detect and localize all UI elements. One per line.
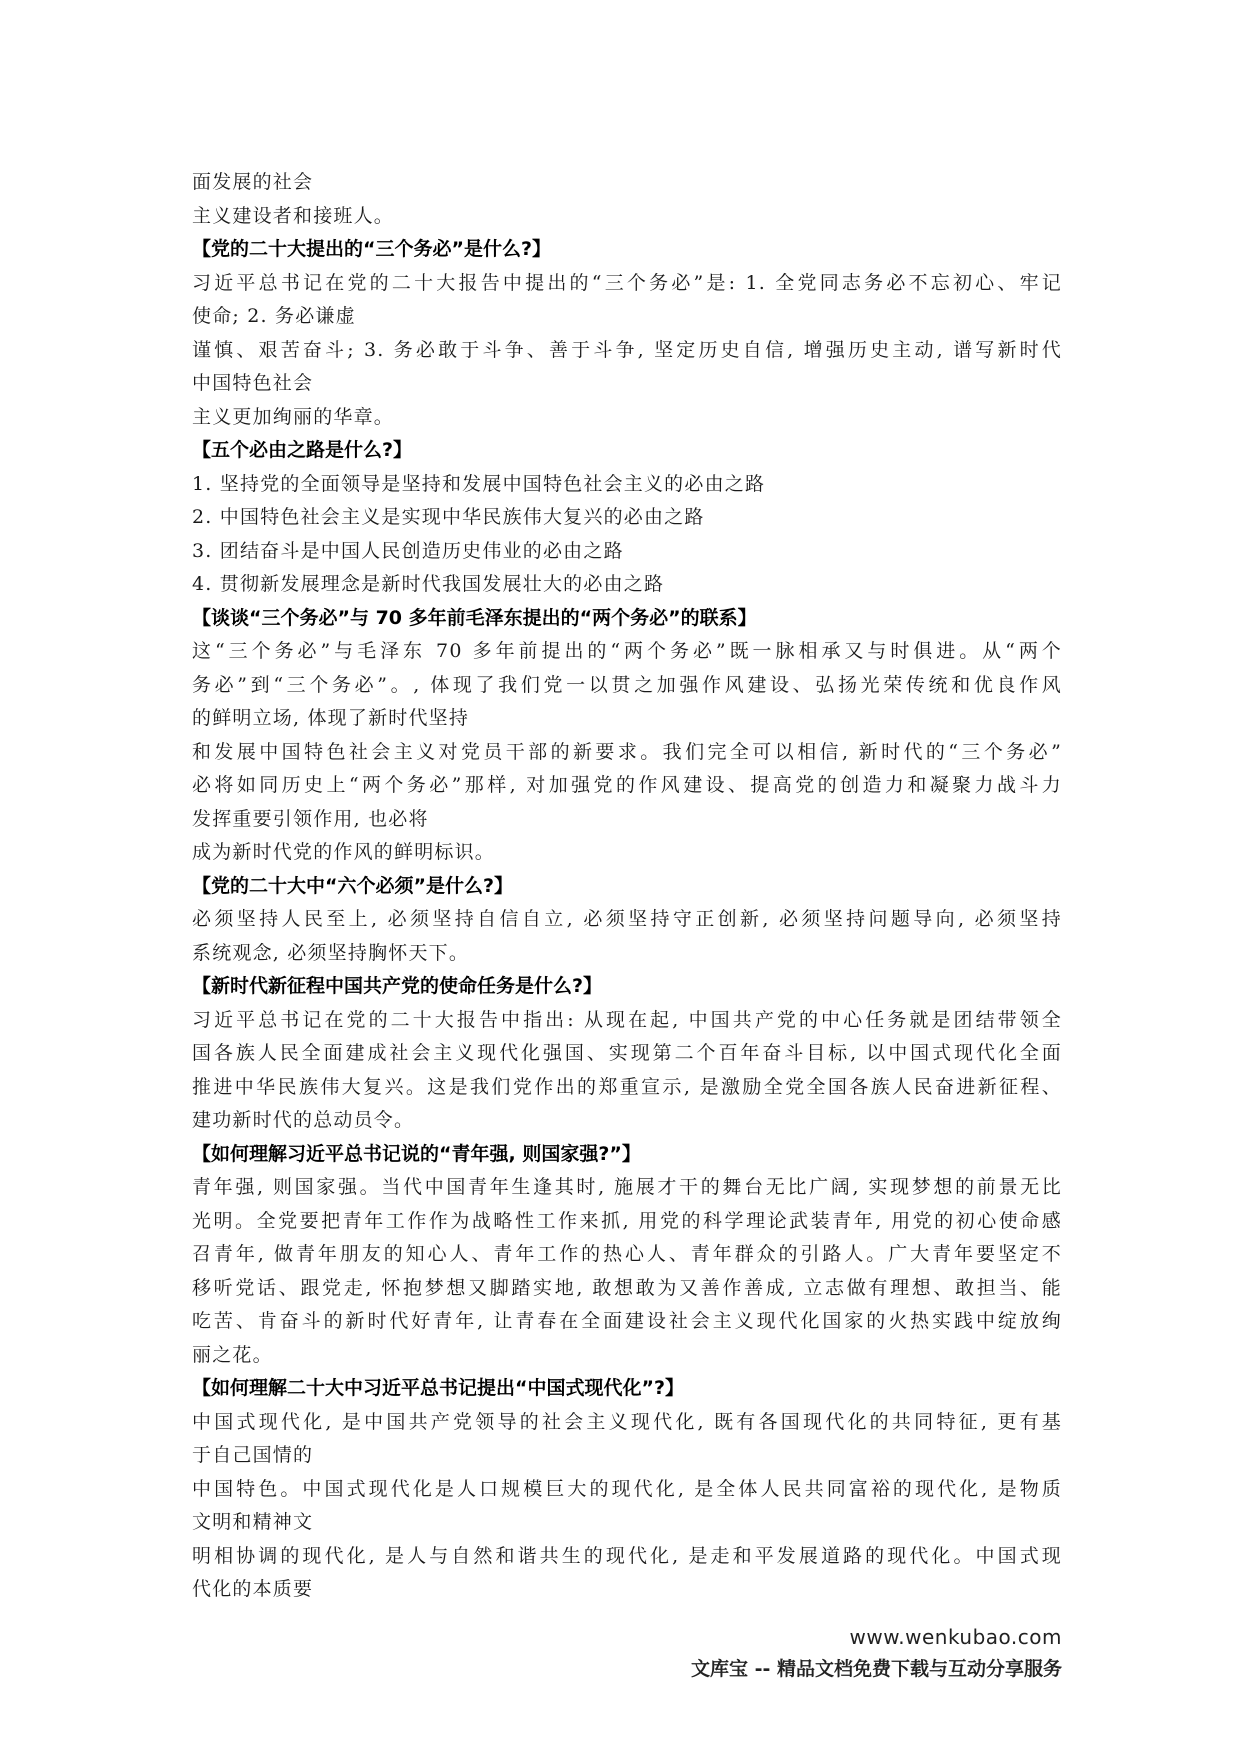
paragraph-line: 必须坚持人民至上, 必须坚持自信自立, 必须坚持守正创新, 必须坚持问题导向, 必须坚持 xyxy=(192,908,1062,930)
paragraph-line: 使命; 2. 务必谦虚 xyxy=(192,305,356,327)
paragraph-line: 召青年, 做青年朋友的知心人、青年工作的热心人、青年群众的引路人。广大青年要坚定不 xyxy=(192,1243,1062,1265)
paragraph-line: 发挥重要引领作用, 也必将 xyxy=(192,807,429,830)
paragraph-line: 成为新时代党的作风的鲜明标识。 xyxy=(192,841,496,863)
paragraph-line: 文明和精神文 xyxy=(192,1511,314,1533)
paragraph-line: 4. 贯彻新发展理念是新时代我国发展壮大的必由之路 xyxy=(192,573,665,595)
paragraph-line: 移听党话、跟党走, 怀抱梦想又脚踏实地, 敢想敢为又善作善成, 立志做有理想、敢担当、能 xyxy=(192,1276,1062,1299)
paragraph-line: 国各族人民全面建成社会主义现代化强国、实现第二个百年奋斗目标, 以中国式现代化全面 xyxy=(192,1042,1062,1064)
paragraph-line: 明相协调的现代化, 是人与自然和谐共生的现代化, 是走和平发展道路的现代化。中国式现 xyxy=(192,1544,1062,1567)
paragraph-line: 和发展中国特色社会主义对党员干部的新要求。我们完全可以相信, 新时代的“三个务必” xyxy=(192,740,1062,763)
paragraph-line: 建功新时代的总动员令。 xyxy=(192,1109,415,1131)
paragraph-line: 主义建设者和接班人。 xyxy=(192,204,395,227)
section-heading: 【谈谈“三个务必”与 70 多年前毛泽东提出的“两个务必”的联系】 xyxy=(192,606,757,629)
paragraph-line: 光明。全党要把青年工作作为战略性工作来抓, 用党的科学理论武装青年, 用党的初心使命感 xyxy=(192,1209,1062,1232)
section-heading: 【五个必由之路是什么?】 xyxy=(192,439,413,461)
paragraph-line: 于自己国情的 xyxy=(192,1444,314,1466)
paragraph-line: 谨慎、艰苦奋斗; 3. 务必敢于斗争、善于斗争, 坚定历史自信, 增强历史主动, 谱写新时代 xyxy=(192,338,1062,361)
paragraph-line: 务必”到“三个务必”。, 体现了我们党一以贯之加强作风建设、弘扬光荣传统和优良作风 xyxy=(192,673,1062,696)
paragraph-line: 系统观念, 必须坚持胸怀天下。 xyxy=(192,941,470,964)
paragraph-line: 中国式现代化, 是中国共产党领导的社会主义现代化, 既有各国现代化的共同特征, 更有基 xyxy=(192,1410,1062,1433)
paragraph-line: 的鲜明立场, 体现了新时代坚持 xyxy=(192,707,470,729)
paragraph-line: 习近平总书记在党的二十大报告中提出的“三个务必”是: 1. 全党同志务必不忘初心、牢记 xyxy=(192,271,1062,294)
paragraph-line: 中国特色。中国式现代化是人口规模巨大的现代化, 是全体人民共同富裕的现代化, 是物质 xyxy=(192,1477,1062,1500)
footer-url[interactable]: www.wenkubao.com xyxy=(849,1625,1062,1649)
section-heading: 【如何理解二十大中习近平总书记提出“中国式现代化”?】 xyxy=(192,1377,684,1399)
paragraph-line: 习近平总书记在党的二十大报告中指出: 从现在起, 中国共产党的中心任务就是团结带领全 xyxy=(192,1008,1062,1031)
paragraph-line: 推进中华民族伟大复兴。这是我们党作出的郑重宣示, 是激励全党全国各族人民奋进新征程、 xyxy=(192,1075,1062,1098)
paragraph-line: 1. 坚持党的全面领导是坚持和发展中国特色社会主义的必由之路 xyxy=(192,472,766,495)
section-heading: 【新时代新征程中国共产党的使命任务是什么?】 xyxy=(192,975,603,997)
paragraph-line: 吃苦、肯奋斗的新时代好青年, 让青春在全面建设社会主义现代化国家的火热实践中绽放绚 xyxy=(192,1310,1062,1332)
paragraph-line: 青年强, 则国家强。当代中国青年生逢其时, 施展才干的舞台无比广阔, 实现梦想的前景无比 xyxy=(192,1176,1062,1198)
paragraph-line: 面发展的社会 xyxy=(192,171,314,193)
paragraph-line: 这“三个务必”与毛泽东 70 多年前提出的“两个务必”既一脉相承又与时俱进。从“两个 xyxy=(192,640,1062,662)
footer-tagline: 文库宝 -- 精品文档免费下载与互动分享服务 xyxy=(690,1658,1062,1680)
paragraph-line: 中国特色社会 xyxy=(192,372,314,394)
paragraph-line: 主义更加绚丽的华章。 xyxy=(192,405,395,428)
paragraph-line: 代化的本质要 xyxy=(192,1578,314,1600)
section-heading: 【党的二十大提出的“三个务必”是什么?】 xyxy=(192,238,551,260)
paragraph-line: 2. 中国特色社会主义是实现中华民族伟大复兴的必由之路 xyxy=(192,506,705,528)
paragraph-line: 3. 团结奋斗是中国人民创造历史伟业的必由之路 xyxy=(192,539,624,562)
document-body xyxy=(192,166,1062,1607)
section-heading: 【如何理解习近平总书记说的“青年强, 则国家强?”】 xyxy=(192,1142,641,1165)
section-heading: 【党的二十大中“六个必须”是什么?】 xyxy=(192,874,513,897)
paragraph-line: 丽之花。 xyxy=(192,1343,273,1366)
paragraph-line: 必将如同历史上“两个务必”那样, 对加强党的作风建设、提高党的创造力和凝聚力战斗力 xyxy=(192,774,1062,796)
page-footer xyxy=(691,1622,1062,1686)
